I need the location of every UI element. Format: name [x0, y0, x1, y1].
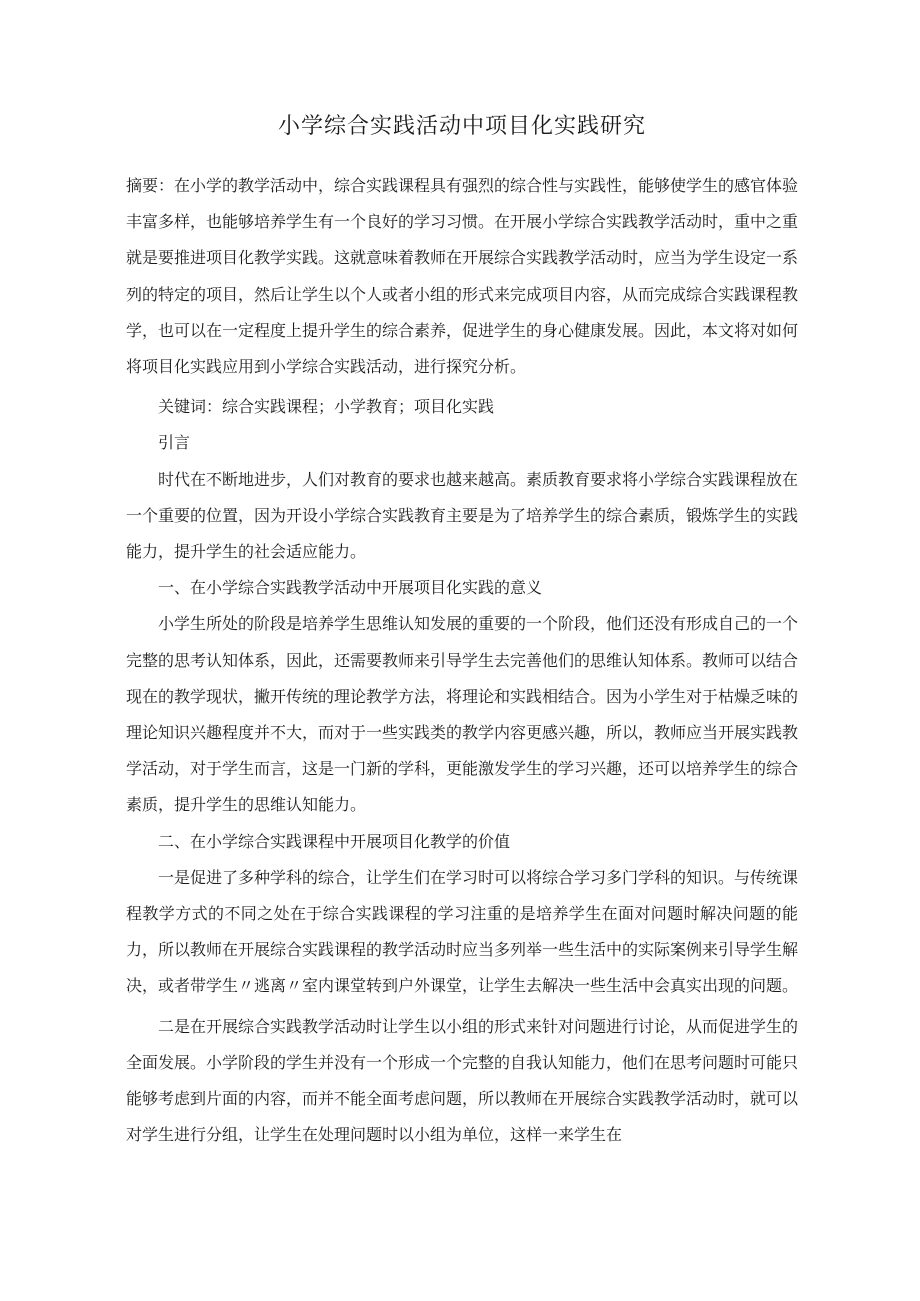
document-page	[126, 112, 798, 1153]
abstract-paragraph: 摘要：在小学的教学活动中，综合实践课程具有强烈的综合性与实践性，能够使学生的感官体验丰富多样，也能够培养学生有一个良好的学习习惯。在开展小学综合实践教学活动时，重中之重就是要推进项目化教学实践。这就意味着教师在开展综合实践教学活动时，应当为学生设定一系列的特定的项目，然后让学生以个人或者小组的形式来完成项目内容，从而完成综合实践课程教学，也可以在一定程度上提升学生的综合素养，促进学生的身心健康发展。因此，本文将对如何将项目化实践应用到小学综合实践活动，进行探究分析。	[126, 176, 799, 377]
section1-paragraph: 小学生所处的阶段是培养学生思维认知发展的重要的一个阶段，他们还没有形成自己的一个完整的思考认知体系，因此，还需要教师来引导学生去完善他们的思维认知体系。教师可以结合现在的教学现状，撇开传统的理论教学方法，将理论和实践相结合。因为小学生对于枯燥乏味的理论知识兴趣程度并不大，而对于一些实践类的教学内容更感兴趣，所以，教师应当开展实践教学活动，对于学生而言，这是一门新的学科，更能激发学生的学习兴趣，还可以培养学生的综合素质，提升学生的思维认知能力。	[126, 614, 799, 815]
section1-heading: 一、在小学综合实践教学活动中开展项目化实践的意义	[158, 578, 543, 598]
intro-paragraph: 时代在不断地进步，人们对教育的要求也越来越高。素质教育要求将小学综合实践课程放在一个重要的位置，因为开设小学综合实践教育主要是为了培养学生的综合素质，锻炼学生的实践能力，提升学生的社会适应能力。	[126, 469, 799, 562]
section2-paragraph-1: 一是促进了多种学科的综合，让学生们在学习时可以将综合学习多门学科的知识。与传统课程教学方式的不同之处在于综合实践课程的学习注重的是培养学生在面对问题时解决问题的能力，所以教师在开展综合实践课程的教学活动时应当多列举一些生活中的实际案例来引导学生解决，或者带学生〃逃离〃室内课堂转到户外课堂，让学生去解决一些生活中会真实出现的问题。	[126, 867, 799, 996]
keywords-line: 关键词：综合实践课程；小学教育；项目化实践	[158, 397, 495, 417]
intro-heading: 引言	[158, 433, 191, 453]
document-title: 小学综合实践活动中项目化实践研究	[277, 114, 646, 139]
section2-heading: 二、在小学综合实践课程中开展项目化教学的价值	[158, 831, 511, 851]
section2-paragraph-2: 二是在开展综合实践教学活动时让学生以小组的形式来针对问题进行讨论，从而促进学生的全面发展。小学阶段的学生并没有一个形成一个完整的自我认知能力，他们在思考问题时可能只能够考虑到片面的内容，而并不能全面考虑问题，所以教师在开展综合实践教学活动时，就可以对学生进行分组，让学生在处理问题时以小组为单位，这样一来学生在	[126, 1016, 799, 1145]
